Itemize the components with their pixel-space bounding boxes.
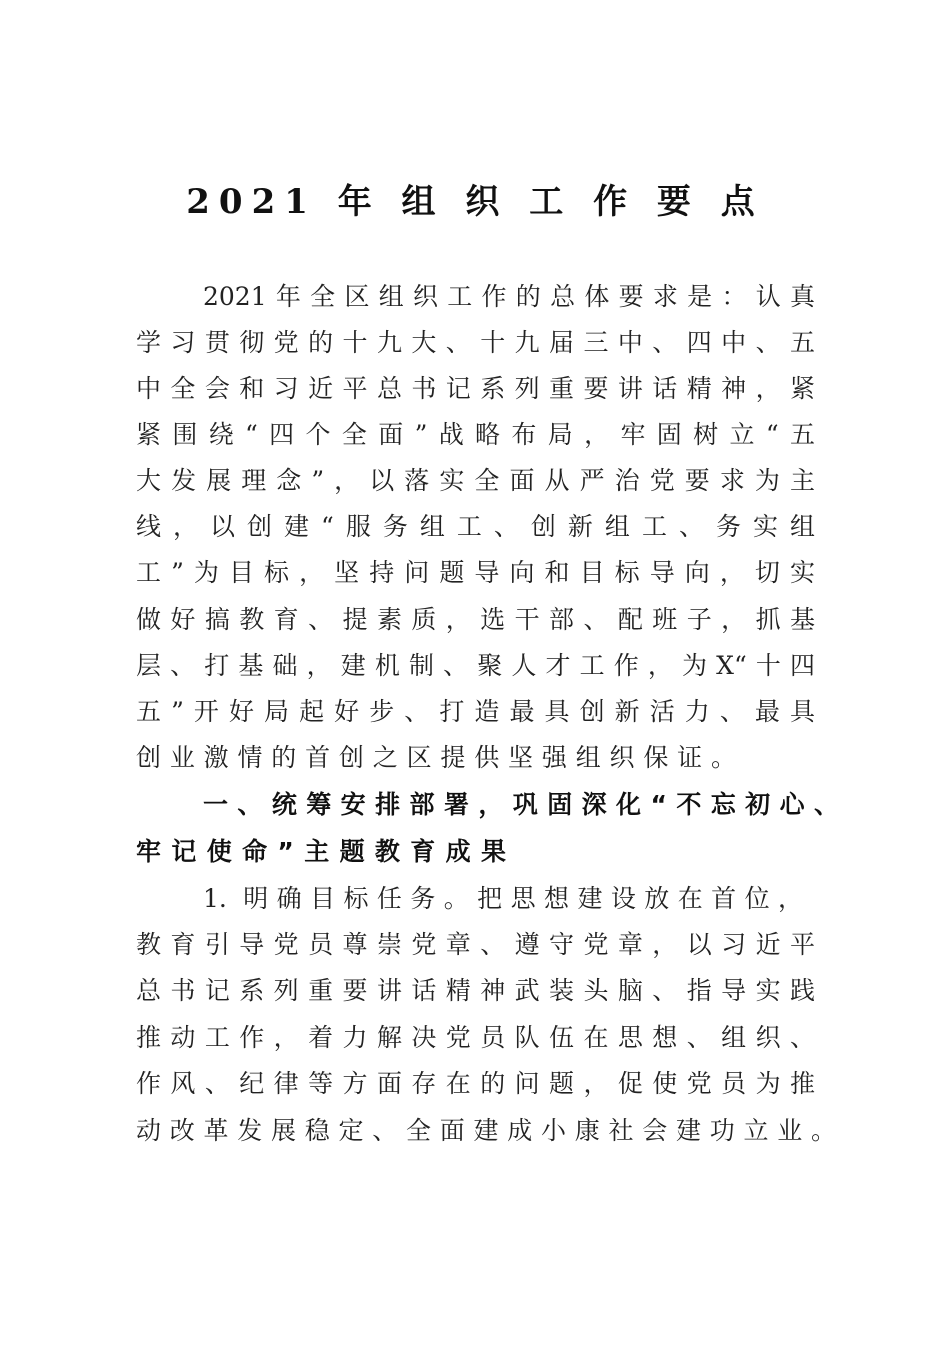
document-title: 2021 年 组 织 工 作 要 点: [186, 182, 764, 222]
paragraph-line: 层、打基础，建机制、聚人才工作，为X“十四: [136, 651, 815, 680]
paragraph-line: 创业激情的首创之区提供坚强组织保证。: [136, 743, 736, 772]
paragraph-line: 总书记系列重要讲话精神武装头脑、指导实践: [136, 976, 815, 1005]
paragraph-line: 五”开好局起好步、打造最具创新活力、最具: [136, 697, 815, 726]
paragraph-line: 作风、纪律等方面存在的问题，促使党员为推: [136, 1069, 815, 1098]
paragraph-line: 线，以创建“服务组工、创新组工、务实组: [136, 512, 815, 541]
paragraph-line: 学习贯彻党的十九大、十九届三中、四中、五: [136, 328, 815, 357]
paragraph-line: 1. 明确目标任务。把思想建设放在首位，: [203, 884, 803, 913]
paragraph-line: 动改革发展稳定、全面建成小康社会建功立业。: [136, 1116, 836, 1145]
paragraph-line: 推动工作，着力解决党员队伍在思想、组织、: [136, 1023, 815, 1052]
section-heading-line: 牢记使命”主题教育成果: [136, 837, 506, 866]
paragraph-line: 2021年全区组织工作的总体要求是：认真: [203, 282, 815, 311]
paragraph-line: 教育引导党员尊崇党章、遵守党章，以习近平: [136, 930, 815, 959]
paragraph-line: 紧围绕“四个全面”战略布局，牢固树立“五: [136, 420, 815, 449]
paragraph-line: 做好搞教育、提素质，选干部、配班子，抓基: [136, 605, 815, 634]
paragraph-line: 工”为目标，坚持问题导向和目标导向，切实: [136, 558, 815, 587]
section-heading-line: 一、统筹安排部署，巩固深化“不忘初心、: [203, 790, 839, 819]
paragraph-line: 大发展理念”，以落实全面从严治党要求为主: [136, 466, 815, 495]
paragraph-line: 中全会和习近平总书记系列重要讲话精神，紧: [136, 374, 815, 403]
